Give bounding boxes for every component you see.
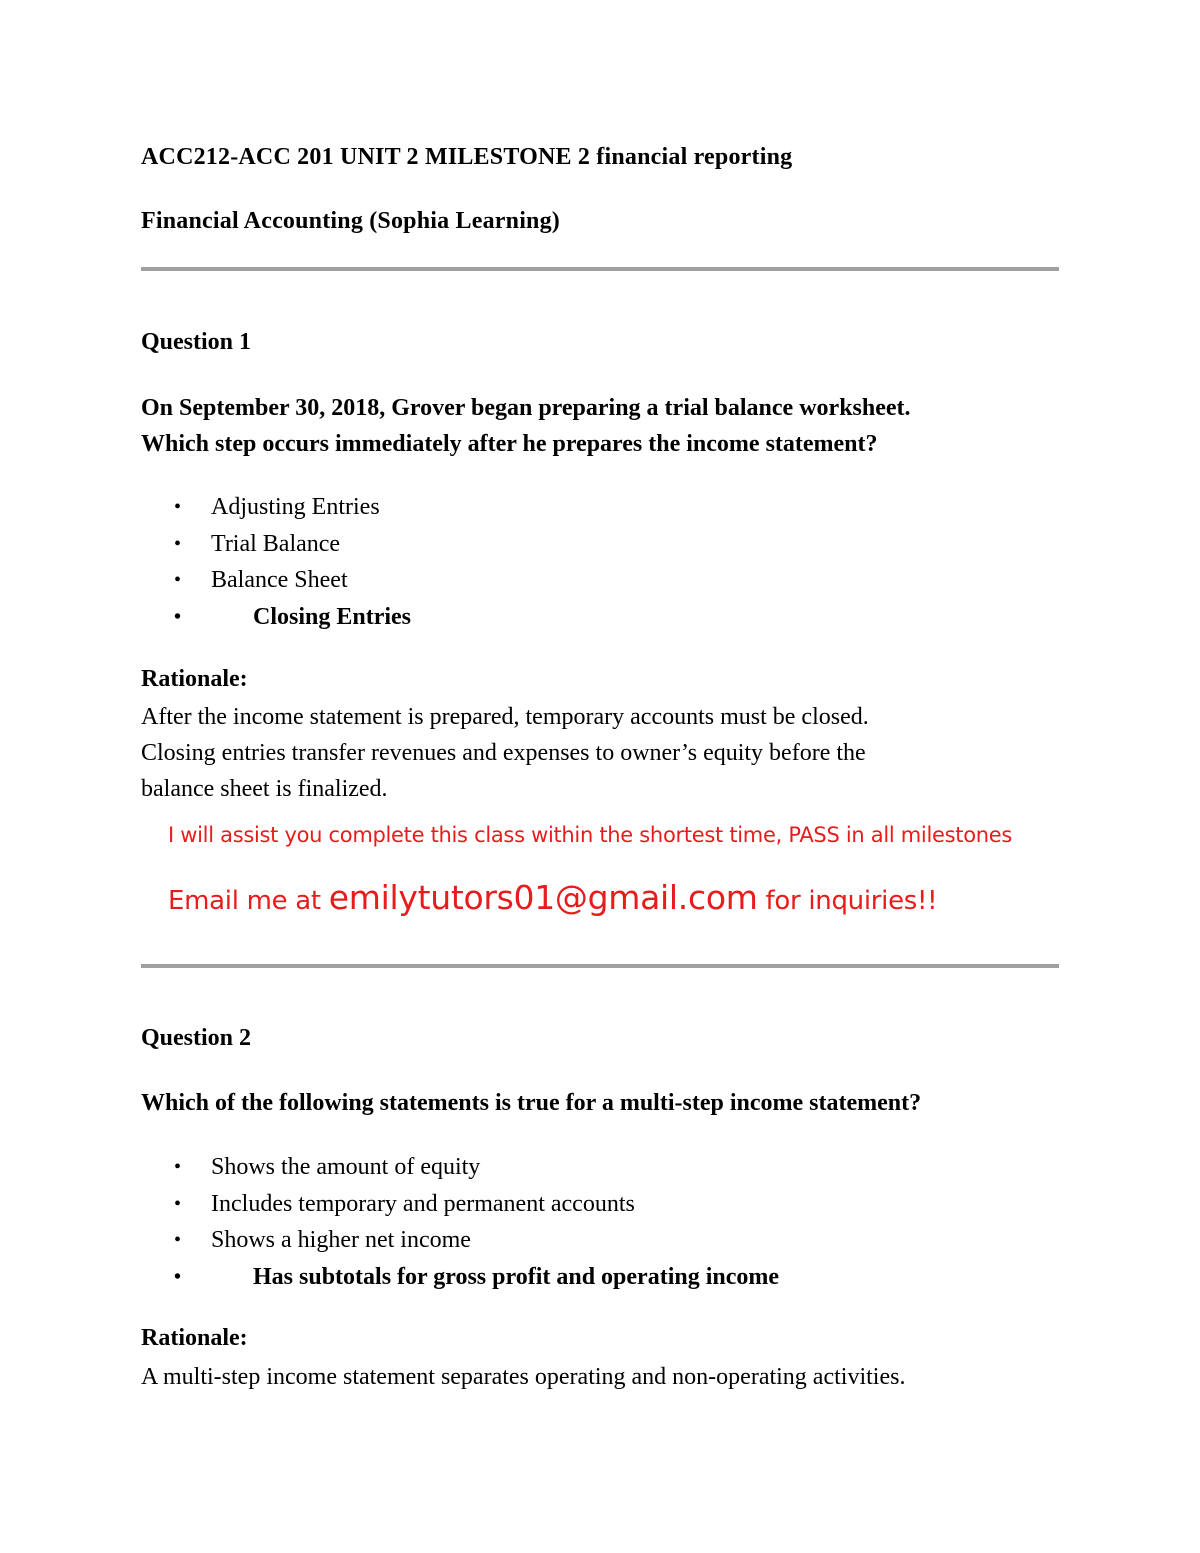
option-text: Includes temporary and permanent accounts	[211, 1190, 635, 1217]
document-title: ACC212-ACC 201 UNIT 2 MILESTONE 2 financial reporting	[141, 144, 793, 170]
question-1-rationale-line-3: balance sheet is finalized.	[141, 776, 388, 802]
question-1-rationale-label: Rationale:	[141, 666, 248, 692]
promo-suffix: for inquiries!!	[757, 886, 938, 916]
section-divider	[141, 964, 1059, 968]
bullet-icon: •	[174, 1192, 182, 1215]
option-text: Balance Sheet	[211, 567, 348, 594]
option-item	[141, 1222, 779, 1259]
question-1-rationale-line-1: After the income statement is prepared, temporary accounts must be closed.	[141, 704, 869, 730]
promo-email: emilytutors01@gmail.com	[328, 878, 758, 917]
question-2-text-line-1: Which of the following statements is true for a multi-step income statement?	[141, 1090, 922, 1116]
option-text: Adjusting Entries	[211, 494, 380, 520]
option-item	[141, 1186, 779, 1223]
option-item-correct	[141, 1259, 779, 1296]
question-1-text-line-2: Which step occurs immediately after he prepares the income statement?	[141, 431, 878, 457]
question-2-options	[141, 1149, 779, 1295]
question-2-label: Question 2	[141, 1025, 252, 1051]
document-subtitle: Financial Accounting (Sophia Learning)	[141, 208, 560, 234]
question-2-rationale-label: Rationale:	[141, 1325, 248, 1351]
bullet-icon: •	[174, 569, 182, 592]
option-item-correct	[141, 599, 411, 636]
bullet-icon: •	[174, 1265, 182, 1288]
question-1-options	[141, 489, 411, 635]
option-text: Shows the amount of equity	[211, 1154, 481, 1180]
option-item	[141, 526, 411, 563]
question-1-rationale-line-2: Closing entries transfer revenues and expenses to owner’s equity before the	[141, 740, 866, 766]
bullet-icon: •	[174, 496, 182, 518]
bullet-icon: •	[174, 1156, 182, 1178]
question-2-rationale-line-1: A multi-step income statement separates operating and non-operating activities.	[141, 1364, 906, 1390]
option-item	[141, 1149, 779, 1186]
bullet-icon: •	[174, 1229, 182, 1252]
promo-line-1: I will assist you complete this class within the shortest time, PASS in all milestones	[168, 823, 1013, 847]
question-1-label: Question 1	[141, 329, 252, 355]
bullet-icon: •	[174, 605, 182, 628]
option-item	[141, 562, 411, 599]
option-text: Closing Entries	[253, 603, 412, 630]
promo-prefix: Email me at	[168, 886, 329, 916]
option-item	[141, 489, 411, 526]
promo-line-2	[168, 878, 937, 917]
option-text: Has subtotals for gross profit and operating income	[253, 1263, 780, 1290]
option-text: Trial Balance	[211, 530, 341, 557]
bullet-icon: •	[174, 532, 182, 555]
option-text: Shows a higher net income	[211, 1227, 471, 1254]
question-1-text-line-1: On September 30, 2018, Grover began preparing a trial balance worksheet.	[141, 395, 911, 421]
section-divider	[141, 267, 1059, 271]
